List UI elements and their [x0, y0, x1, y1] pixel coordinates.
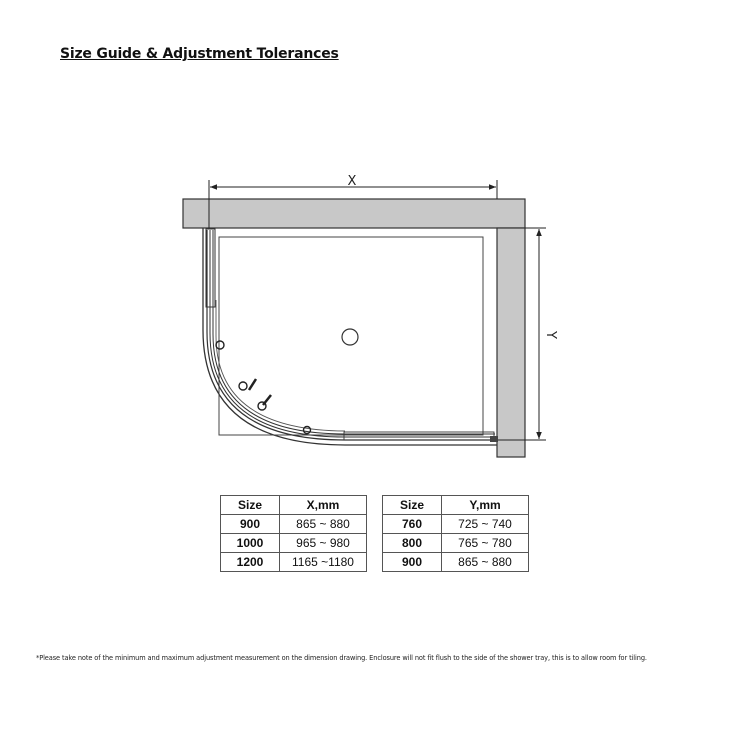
y-table-header-size: Size: [383, 496, 442, 515]
channel-cap: [490, 436, 498, 442]
wall-channel-right: [344, 432, 494, 440]
y-range-cell: 865 ~ 880: [442, 553, 529, 572]
x-size-cell: 1000: [221, 534, 280, 553]
x-range-cell: 965 ~ 980: [280, 534, 367, 553]
x-range-cell: 865 ~ 880: [280, 515, 367, 534]
y-size-cell: 800: [383, 534, 442, 553]
table-row: [221, 534, 367, 553]
table-row: [383, 515, 529, 534]
y-range-cell: 725 ~ 740: [442, 515, 529, 534]
x-range-cell: 1165 ~1180: [280, 553, 367, 572]
roller-2: [239, 382, 247, 390]
table-row: [383, 553, 529, 572]
x-size-cell: 1200: [221, 553, 280, 572]
handle-1: [249, 379, 256, 390]
y-size-cell: 900: [383, 553, 442, 572]
y-size-cell: 760: [383, 515, 442, 534]
table-row: [221, 553, 367, 572]
table-row: [383, 534, 529, 553]
side-wall: [497, 228, 525, 457]
page-title: Size Guide & Adjustment Tolerances: [60, 46, 339, 62]
enclosure-door-panel: [216, 300, 345, 431]
x-table-header-size: Size: [221, 496, 280, 515]
y-dimension-label: Y: [543, 331, 558, 339]
roller-1: [216, 341, 224, 349]
x-size-table: [220, 495, 367, 572]
back-wall: [183, 199, 525, 228]
footnote: *Please take note of the minimum and maximum adjustment measurement on the dimension drawing. Enclosure will not fit flush to the side of the shower tray, this is to allow room for tiling.: [36, 654, 647, 662]
drain: [342, 329, 358, 345]
x-size-cell: 900: [221, 515, 280, 534]
y-table-header-value: Y,mm: [442, 496, 529, 515]
y-range-cell: 765 ~ 780: [442, 534, 529, 553]
table-row: [221, 515, 367, 534]
roller-4: [304, 427, 311, 434]
y-size-table: [382, 495, 529, 572]
handle-2: [263, 395, 271, 405]
x-table-header-value: X,mm: [280, 496, 367, 515]
x-dimension-label: X: [347, 174, 357, 189]
